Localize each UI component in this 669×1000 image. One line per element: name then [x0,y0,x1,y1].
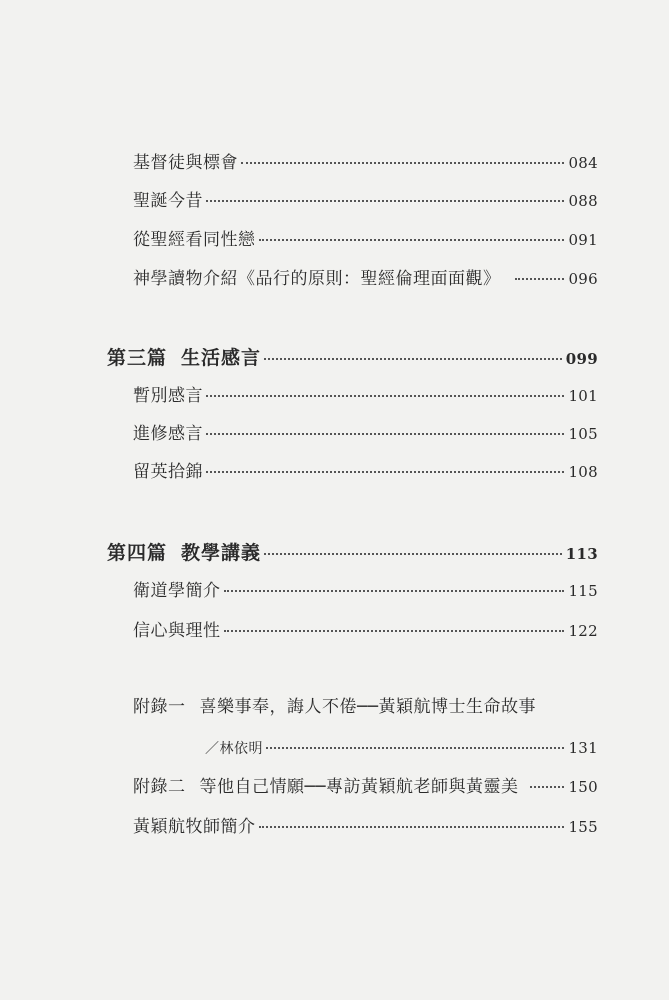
leader-dots [515,278,565,280]
leader-dots [259,239,565,241]
toc-entry-page: 115 [568,582,598,600]
toc-entry-title: 衛道學簡介 [133,581,221,601]
toc-part-heading [107,347,598,370]
appendix-label: 附錄一 [133,697,186,717]
appendix-author: ／林依明 [205,741,263,757]
part-label: 第四篇 [107,542,168,564]
leader-dots [206,433,564,435]
toc-entry-page: 088 [568,192,598,210]
toc-entry [133,190,598,212]
toc-entry [133,776,598,798]
toc-entry-page: 091 [568,231,598,249]
leader-dots [206,471,564,473]
toc-entry-page: 096 [568,270,598,288]
toc-entry-page: 150 [568,778,598,796]
toc-entry-title: 基督徒與標會 [133,153,238,173]
toc-entry-page: 108 [568,463,598,481]
toc-entry-page: 113 [565,545,598,563]
part-label: 第三篇 [107,347,168,369]
toc-entry-title: 進修感言 [133,424,203,444]
toc-entry-title: 聖誕今昔 [133,191,203,211]
appendix-title: 等他自己情願──專訪黃穎航老師與黃靈美 [199,777,519,797]
appendix-label: 附錄二 [133,777,186,797]
leader-dots [206,200,564,202]
toc-entry-title: 從聖經看同性戀 [133,230,256,250]
leader-dots [206,395,564,397]
toc-part-heading [107,542,598,565]
leader-dots [264,358,562,360]
toc-entry [133,423,598,445]
toc-entry [133,461,598,483]
toc-entry-page: 101 [568,387,598,405]
toc-entry [133,580,598,602]
appendix-1-heading [133,696,536,718]
toc-entry [133,816,598,838]
toc-entry-title: 神學讀物介紹《品行的原則：聖經倫理面面觀》 [133,269,501,289]
toc-entry-page: 105 [568,425,598,443]
leader-dots [264,553,562,555]
toc-entry-page: 155 [568,818,598,836]
toc-entry [133,229,598,251]
toc-entry-title: 黃穎航牧師簡介 [133,817,256,837]
leader-dots [224,590,565,592]
toc-entry-title: 留英拾錦 [133,462,203,482]
toc-entry-page: 084 [568,154,598,172]
leader-dots [241,162,564,164]
part-title: 生活感言 [181,347,262,369]
leader-dots [266,747,564,749]
toc-entry [133,385,598,407]
part-title: 教學講義 [181,542,262,564]
leader-dots [259,826,565,828]
toc-entry-page: 099 [565,350,598,368]
toc-entry-title: 信心與理性 [133,621,221,641]
appendix-title: 喜樂事奉，誨人不倦──黃穎航博士生命故事 [199,697,536,717]
toc-entry [205,737,598,760]
toc-entry-page: 122 [568,622,598,640]
toc-entry [133,268,598,290]
leader-dots [530,786,564,788]
leader-dots [224,630,565,632]
toc-entry [133,620,598,642]
toc-entry [133,152,598,174]
toc-entry-title: 暫別感言 [133,386,203,406]
toc-entry-page: 131 [568,739,598,757]
